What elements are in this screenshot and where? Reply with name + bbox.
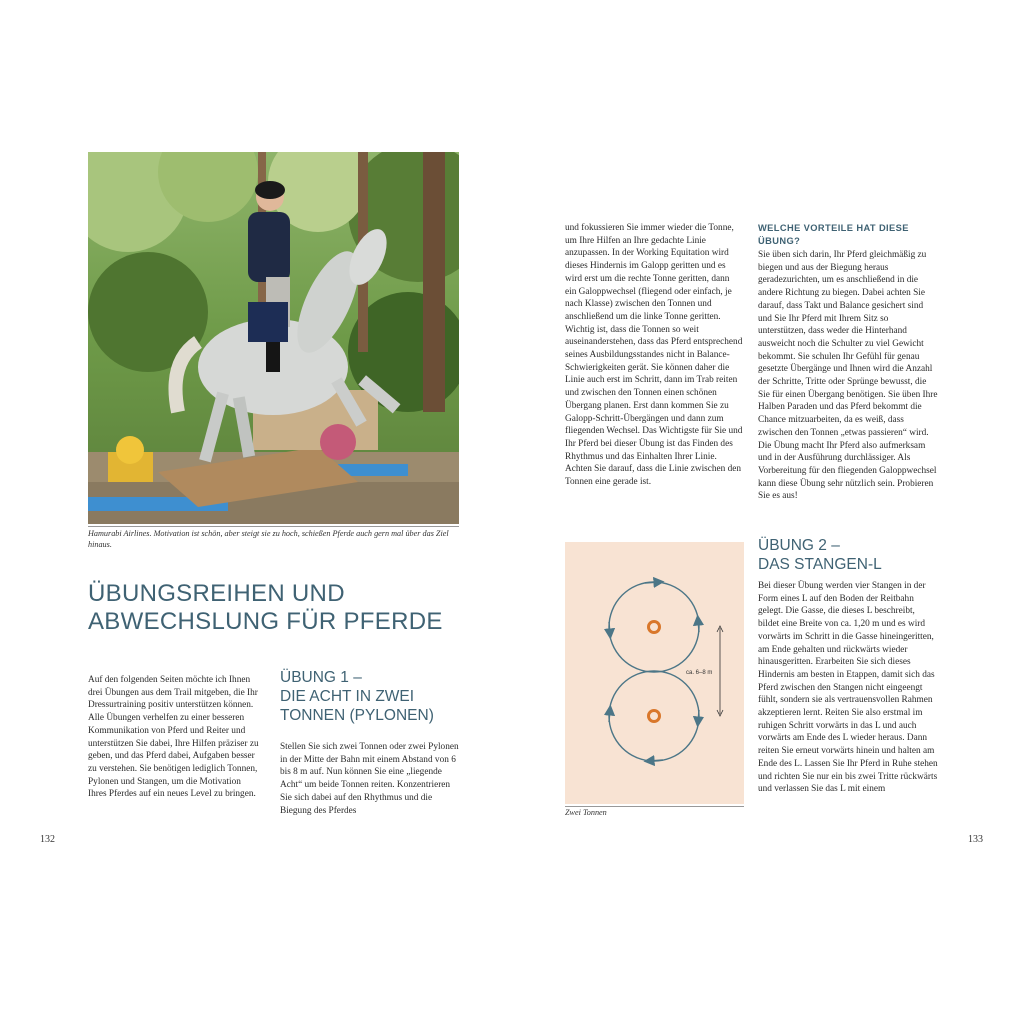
distance-label: ca. 6–8 m — [686, 670, 713, 676]
lower-loop — [609, 671, 699, 761]
exercise1-heading — [280, 668, 470, 725]
vorteile-heading-line2: ÜBUNG? — [758, 235, 801, 246]
exercise2-heading-line2: DAS STANGEN-L — [758, 556, 882, 573]
vorteile-text: Sie üben sich darin, Ihr Pferd gleichmäßig zu biegen und aus der Biegung heraus geradezurichten, um es anschließend in die andere Richtung zu biegen. Dabei achten Sie darauf, dass Takt und Balance gesichert sind und Sie Ihr Pferd mit Ihrem Sitz so unterstützen, dass weder die Hinterhand ausweicht noch die Schulter zu viel Gewicht bekommt. Sie schulen Ihr Gefühl für genau gesetzte Übergänge und Ihnen wird die Anzahl der Schritte, Tritte oder Sprünge bewusst, die Sie für einen Übergang benötigen. Sie üben Ihre Halben Paraden und das Pferd bekommt die Chance mitzuarbeiten, da es weiß, dass zwischen den Tonnen „etwas passieren“ wird. Die Übung macht Ihr Pferd also aufmerksam und in der Ausführung durchlässiger. Als Vorbereitung für den fliegenden Galoppwechsel kann diese Übung sehr nützlich sein. Probieren Sie es aus! — [758, 250, 938, 502]
exercise1-heading-line2: DIE ACHT IN ZWEI — [280, 688, 415, 705]
vorteile-heading-line1: WELCHE VORTEILE HAT DIESE — [758, 223, 909, 233]
barrel-icon — [649, 711, 660, 722]
photo-caption: Hamurabi Airlines. Motivation ist schön, aber steigt sie zu hoch, schießen Pferde auch gern mal über das Ziel hinaus. — [88, 529, 449, 549]
section-heading — [88, 580, 488, 636]
page-number-left: 132 — [40, 834, 55, 845]
section-heading-line1: ÜBUNGSREIHEN UND — [88, 580, 345, 607]
exercise1-heading-line1: ÜBUNG 1 – — [280, 669, 362, 686]
barrel-icon — [649, 622, 660, 633]
exercise2-heading — [758, 536, 948, 574]
exercise2-heading-line1: ÜBUNG 2 – — [758, 537, 840, 554]
right-column1-text: und fokussieren Sie immer wieder die Tonne, um Ihre Hilfen an Ihre gedachte Linie anzupassen. In der Working Equitation wird dieses Hindernis im Galopp geritten und es wird erst um die rechte Tonne geritten, dann ein Galoppwechsel (fliegend oder einfach, je nach Klasse) zwischen den Tonnen und anschließend um die linke Tonne geritten. Wichtig ist, dass die Tonnen so weit auseinanderstehen, dass das Pferd entsprechend seines Ausbildungsstandes nicht in Balance-Schwierigkeiten gerät. Sie können daher die Linie auch erst im Schritt, dann im Trab reiten und zwischen den Tonnen einen schönen Übergang planen. Erst dann kommen Sie zu Galopp-Schritt-Übergängen und dann zum fliegenden Wechsel. Das Wichtigste für Sie und Ihr Pferd bei dieser Übung ist das Finden des Rhythmus und das Einhalten Ihrer Linie. Achten Sie darauf, dass die Linie zwischen den Tonnen eine gerade ist. — [565, 223, 743, 488]
page-number-right: 133 — [968, 834, 983, 845]
caption-rule — [88, 526, 459, 527]
vorteile-heading — [758, 222, 948, 247]
exercise1-heading-line3: TONNEN (PYLONEN) — [280, 707, 434, 724]
section-heading-line2: ABWECHSLUNG FÜR PFERDE — [88, 608, 443, 635]
upper-loop — [609, 582, 699, 672]
figure-eight-diagram — [565, 542, 744, 804]
diagram-caption-rule — [565, 806, 744, 807]
horse-photo — [88, 152, 459, 524]
diagram-caption: Zwei Tonnen — [565, 808, 607, 817]
exercise2-text: Bei dieser Übung werden vier Stangen in der Form eines L auf den Boden der Reitbahn gelegt. Die Gasse, die dieses L beschreibt, bildet eine Breite von ca. 1,20 m und es wird vorwärts im Schritt in die Gasse hineingeritten, am Ende gehalten und rückwärts wieder hinausgeritten. Erarbeiten Sie sich dieses Hindernis am besten in Etappen, damit sich das Pferd zwischen den Stangen nicht eingeengt fühlt, sondern sie als vertrauensvollen Rahmen akzeptieren lernt. Reiten Sie also erstmal im ruhigen Schritt vorwärts in das L und auch vorwärts am Ende des L wieder heraus. Dann reiten Sie erneut vorwärts hinein und halten am Ende des L. Lassen Sie Ihr Pferd in Ruhe stehen und richten Sie nur ein bis zwei Tritte rückwärts und verlassen Sie das L mit einem — [758, 581, 938, 795]
exercise1-text: Stellen Sie sich zwei Tonnen oder zwei Pylonen in der Mitte der Bahn mit einem Abstand von 6 bis 8 m auf. Nun können Sie eine „liegende Acht“ um beide Tonnen reiten. Konzentrieren Sie sich dabei auf den Rhythmus und die Biegung des Pferdes — [280, 742, 459, 816]
intro-text: Auf den folgenden Seiten möchte ich Ihnen drei Übungen aus dem Trail mitgeben, die Ihr Dressurtraining positiv unterstützen können. Alle Übungen verhelfen zu einer besseren Kommunikation von Pferd und Reiter und unterstützen Sie dabei, Ihre Hilfen präziser zu geben, und das Pferd dabei, Aufgaben besser zu verstehen. Sie benötigen lediglich Tonnen, Pylonen und Stangen, um die Motivation Ihres Pferdes auf ein neues Level zu bringen. — [88, 675, 259, 800]
